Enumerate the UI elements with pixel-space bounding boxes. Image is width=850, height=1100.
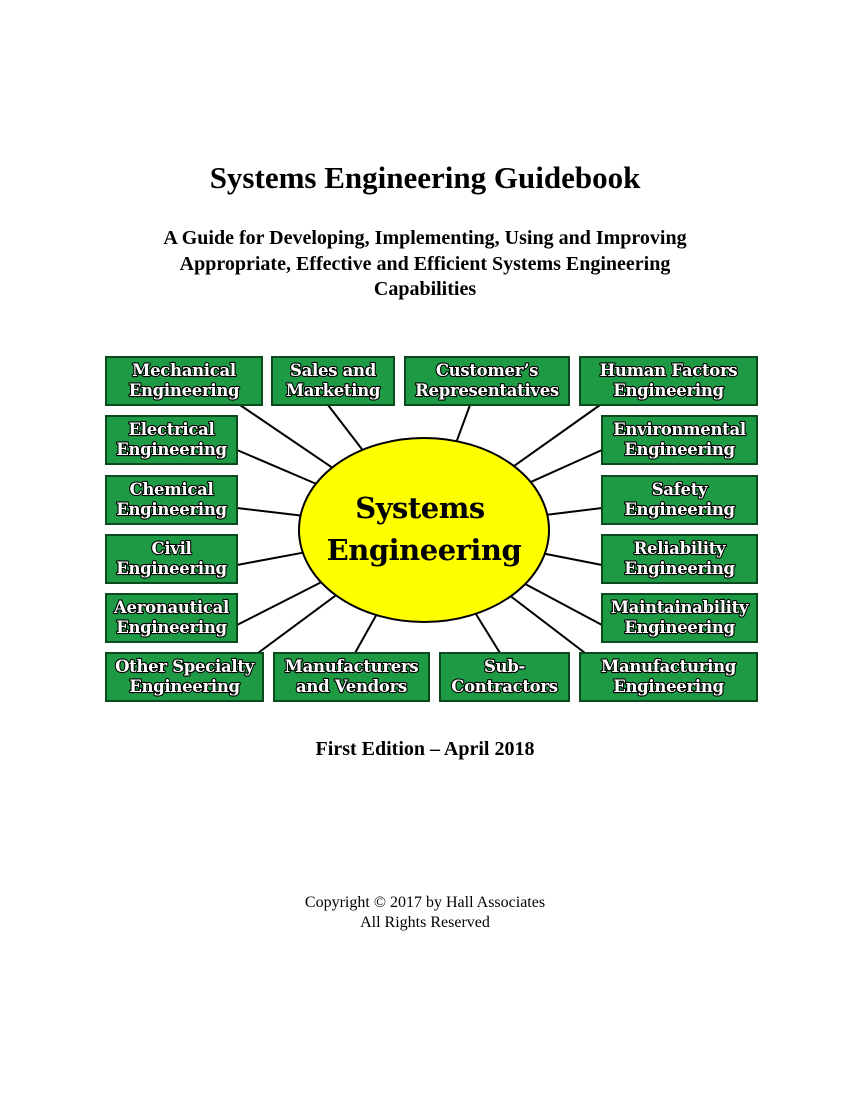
- box-other-specialty-label-1: Other Specialty: [115, 657, 254, 676]
- box-safety: [602, 476, 757, 524]
- subtitle-line-2: Appropriate, Effective and Efficient Systems Engineering: [179, 252, 671, 275]
- center-label-line-2: Engineering: [326, 533, 522, 567]
- box-sales-label-2: Marketing: [285, 381, 381, 400]
- connector-manufacturing: [511, 596, 585, 653]
- copyright-line: Copyright © 2017 by Hall Associates: [304, 894, 546, 911]
- box-maintainability-label-2: Engineering: [624, 618, 735, 637]
- box-subcontractors: [440, 653, 569, 701]
- box-manufacturing-label-1: Manufacturing: [601, 657, 736, 676]
- box-customers-label-2: Representatives: [415, 381, 559, 400]
- box-human-factors-label-1: Human Factors: [599, 361, 738, 380]
- box-civil-label-2: Engineering: [116, 559, 227, 578]
- subtitle-line-1: A Guide for Developing, Implementing, Using and Improving: [163, 227, 687, 249]
- connector-civil: [237, 553, 303, 565]
- box-reliability: [602, 535, 757, 583]
- center-ellipse: [299, 438, 549, 622]
- box-customers-label-1: Customer’s: [435, 361, 539, 380]
- box-manufacturers-label-2: and Vendors: [296, 677, 407, 696]
- connector-customers: [457, 405, 470, 441]
- box-civil: [106, 535, 237, 583]
- box-subcontractors-label-2: Contractors: [451, 677, 558, 696]
- connector-electrical: [237, 450, 316, 484]
- subtitle-line-3: Capabilities: [373, 278, 477, 300]
- box-mechanical: [106, 357, 262, 405]
- connector-maintainability: [525, 584, 602, 625]
- box-human-factors-label-2: Engineering: [613, 381, 724, 400]
- box-chemical: [106, 476, 237, 524]
- box-mechanical-label-2: Engineering: [128, 381, 240, 400]
- connector-other-specialty: [258, 595, 336, 653]
- connector-chemical: [237, 508, 301, 515]
- edition-line: First Edition – April 2018: [315, 738, 535, 760]
- connector-reliability: [545, 554, 602, 565]
- box-environmental: [602, 416, 757, 464]
- connector-subcontractors: [476, 614, 500, 653]
- connector-aeronautical: [237, 582, 321, 625]
- box-environmental-label-2: Engineering: [624, 440, 735, 459]
- box-other-specialty: [106, 653, 263, 701]
- box-subcontractors-label-1: Sub-: [483, 657, 526, 676]
- box-mechanical-label-1: Mechanical: [132, 361, 236, 380]
- connector-safety: [547, 508, 602, 515]
- box-maintainability: [602, 594, 757, 642]
- box-sales: [272, 357, 394, 405]
- center-label-line-1: Systems: [355, 491, 485, 525]
- box-aeronautical-label-1: Aeronautical: [114, 598, 229, 617]
- box-electrical-label-2: Engineering: [116, 440, 227, 459]
- box-safety-label-1: Safety: [651, 480, 708, 499]
- box-manufacturing-label-2: Engineering: [613, 677, 724, 696]
- box-customers: [405, 357, 569, 405]
- box-manufacturers-label-1: Manufacturers: [284, 657, 419, 676]
- box-maintainability-label-1: Maintainability: [610, 598, 749, 617]
- connector-environmental: [531, 450, 602, 482]
- box-aeronautical-label-2: Engineering: [116, 618, 227, 637]
- box-environmental-label-1: Environmental: [613, 420, 746, 439]
- box-other-specialty-label-2: Engineering: [129, 677, 240, 696]
- box-sales-label-1: Sales and: [290, 361, 376, 380]
- box-manufacturers: [274, 653, 429, 701]
- box-electrical-label-1: Electrical: [128, 420, 215, 439]
- box-chemical-label-1: Chemical: [129, 480, 214, 499]
- box-reliability-label-1: Reliability: [633, 539, 726, 558]
- box-aeronautical: [106, 594, 237, 642]
- box-civil-label-1: Civil: [151, 539, 192, 558]
- box-manufacturing: [580, 653, 757, 701]
- box-safety-label-2: Engineering: [624, 500, 735, 519]
- box-reliability-label-2: Engineering: [624, 559, 735, 578]
- connector-sales: [328, 405, 362, 450]
- box-human-factors: [580, 357, 757, 405]
- rights-line: All Rights Reserved: [360, 913, 490, 931]
- document-title: Systems Engineering Guidebook: [209, 160, 641, 195]
- box-electrical: [106, 416, 237, 464]
- copyright-block: [0, 893, 850, 932]
- box-chemical-label-2: Engineering: [116, 500, 227, 519]
- connector-manufacturers: [355, 615, 376, 653]
